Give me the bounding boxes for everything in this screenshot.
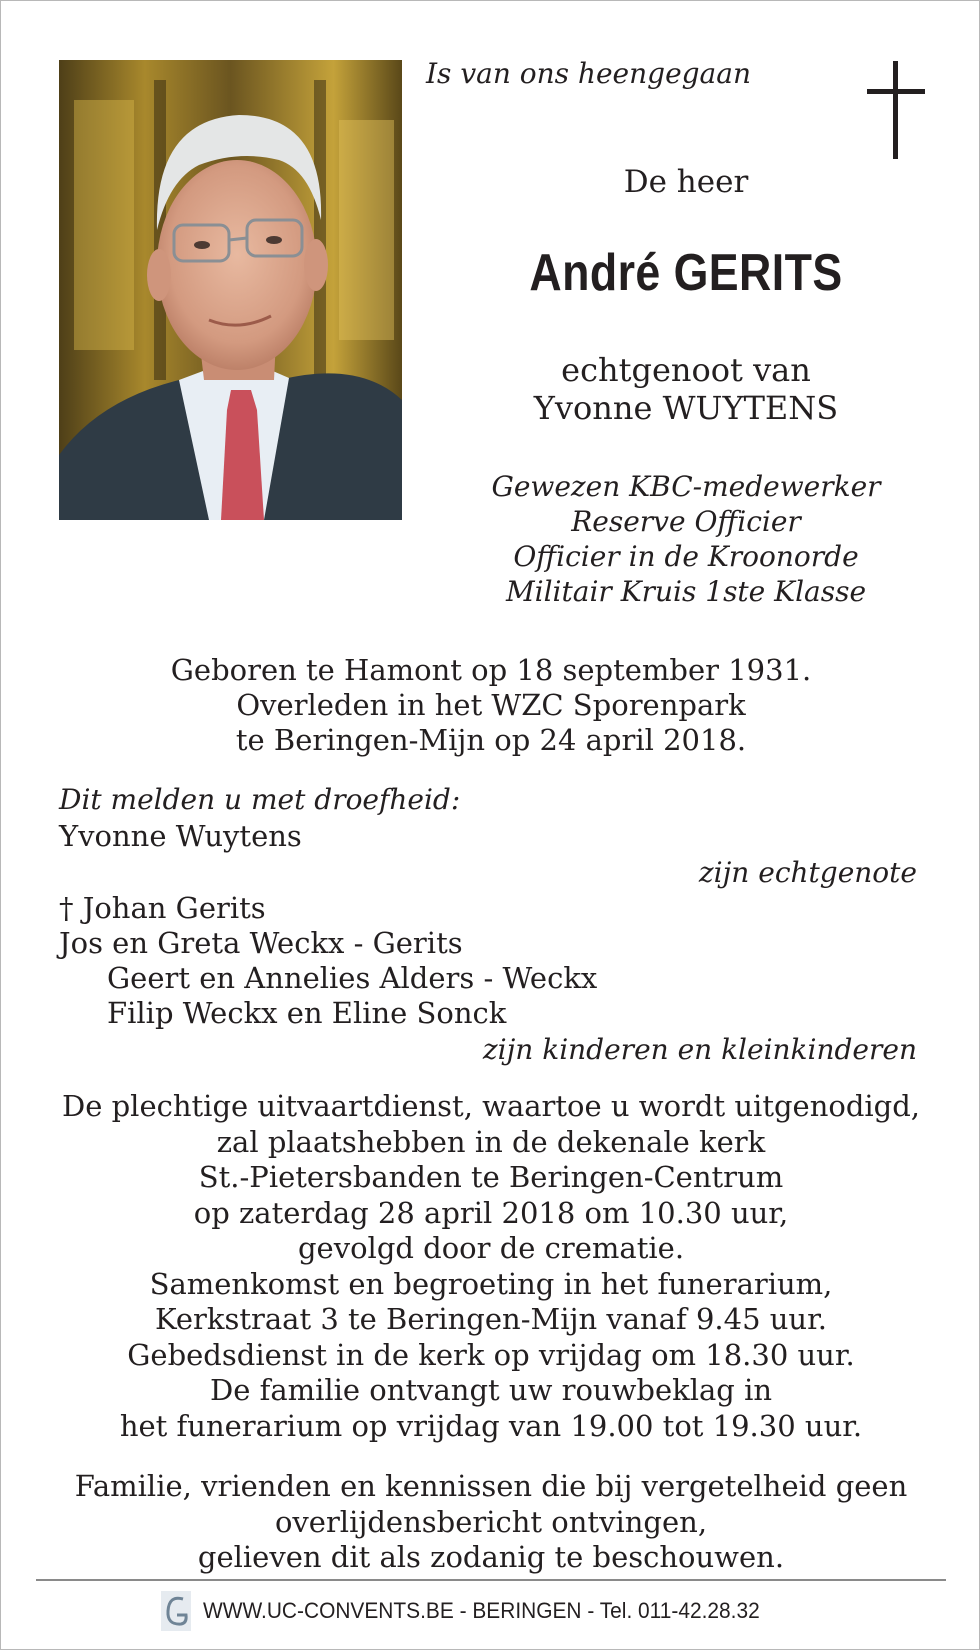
service-line: De familie ontvangt uw rouwbeklag in	[209, 1373, 773, 1407]
service-line: Kerkstraat 3 te Beringen-Mijn vanaf 9.45 uur.	[154, 1302, 827, 1336]
death-place-line: te Beringen-Mijn op 24 april 2018.	[235, 723, 747, 757]
family-member: Filip Weckx en Eline Sonck	[107, 996, 507, 1030]
notice-line: overlijdensbericht ontvingen,	[274, 1504, 708, 1539]
honor-item: Officier in de Kroonorde	[513, 540, 859, 573]
spouse-name: Yvonne WUYTENS	[533, 389, 839, 427]
intro-text: Is van ons heengegaan	[426, 57, 751, 90]
birth-line: Geboren te Hamont op 18 september 1931.	[170, 653, 812, 687]
funeral-service-block	[31, 1089, 951, 1444]
announce-heading: Dit melden u met droefheid:	[59, 783, 461, 816]
family-member: † Johan Gerits	[59, 891, 266, 925]
honor-item: Gewezen KBC-medewerker	[491, 470, 881, 503]
notice-block	[31, 1469, 951, 1576]
family-member: Jos en Greta Weckx - Gerits	[59, 926, 463, 960]
relation-label: zijn kinderen en kleinkinderen	[482, 1033, 917, 1066]
relation-label: zijn echtgenote	[698, 856, 917, 889]
cross-icon	[867, 61, 925, 159]
funeral-home-logo-icon	[161, 1591, 191, 1631]
death-line: Overleden in het WZC Sporenpark	[236, 688, 746, 722]
deceased-name: André GERITS	[529, 244, 843, 302]
footer-divider	[36, 1579, 946, 1581]
service-line: St.-Pietersbanden te Beringen-Centrum	[198, 1160, 784, 1194]
notice-line: Familie, vrienden en kennissen die bij vergetelheid geen	[74, 1469, 908, 1503]
family-member: Yvonne Wuytens	[59, 819, 302, 853]
spouse-block	[431, 351, 941, 427]
family-member: Geert en Annelies Alders - Weckx	[107, 961, 598, 995]
service-line: Samenkomst en begroeting in het funerarium,	[149, 1266, 833, 1301]
service-line: Gebedsdienst in de kerk op vrijdag om 18.30 uur.	[127, 1337, 855, 1372]
portrait-image	[59, 60, 402, 520]
honor-item: Reserve Officier	[571, 505, 801, 538]
service-line: zal plaatshebben in de dekenale kerk	[216, 1124, 766, 1159]
notice-line: gelieven dit als zodanig te beschouwen.	[197, 1540, 785, 1574]
birth-death-block	[41, 653, 941, 758]
honorific: De heer	[623, 164, 749, 200]
footer	[161, 1591, 789, 1631]
spouse-prefix: echtgenoot van	[561, 351, 811, 389]
footer-contact: WWW.UC-CONVENTS.BE - BERINGEN - Tel. 011-42.28.32	[203, 1598, 760, 1623]
portrait-photo	[59, 60, 402, 520]
service-line: op zaterdag 28 april 2018 om 10.30 uur,	[193, 1195, 789, 1230]
honors-list	[431, 469, 941, 609]
service-line: gevolgd door de crematie.	[297, 1231, 685, 1265]
honor-item: Militair Kruis 1ste Klasse	[505, 575, 867, 608]
service-line: het funerarium op vrijdag van 19.00 tot 19.30 uur.	[119, 1408, 863, 1443]
service-line: De plechtige uitvaartdienst, waartoe u wordt uitgenodigd,	[61, 1089, 921, 1123]
